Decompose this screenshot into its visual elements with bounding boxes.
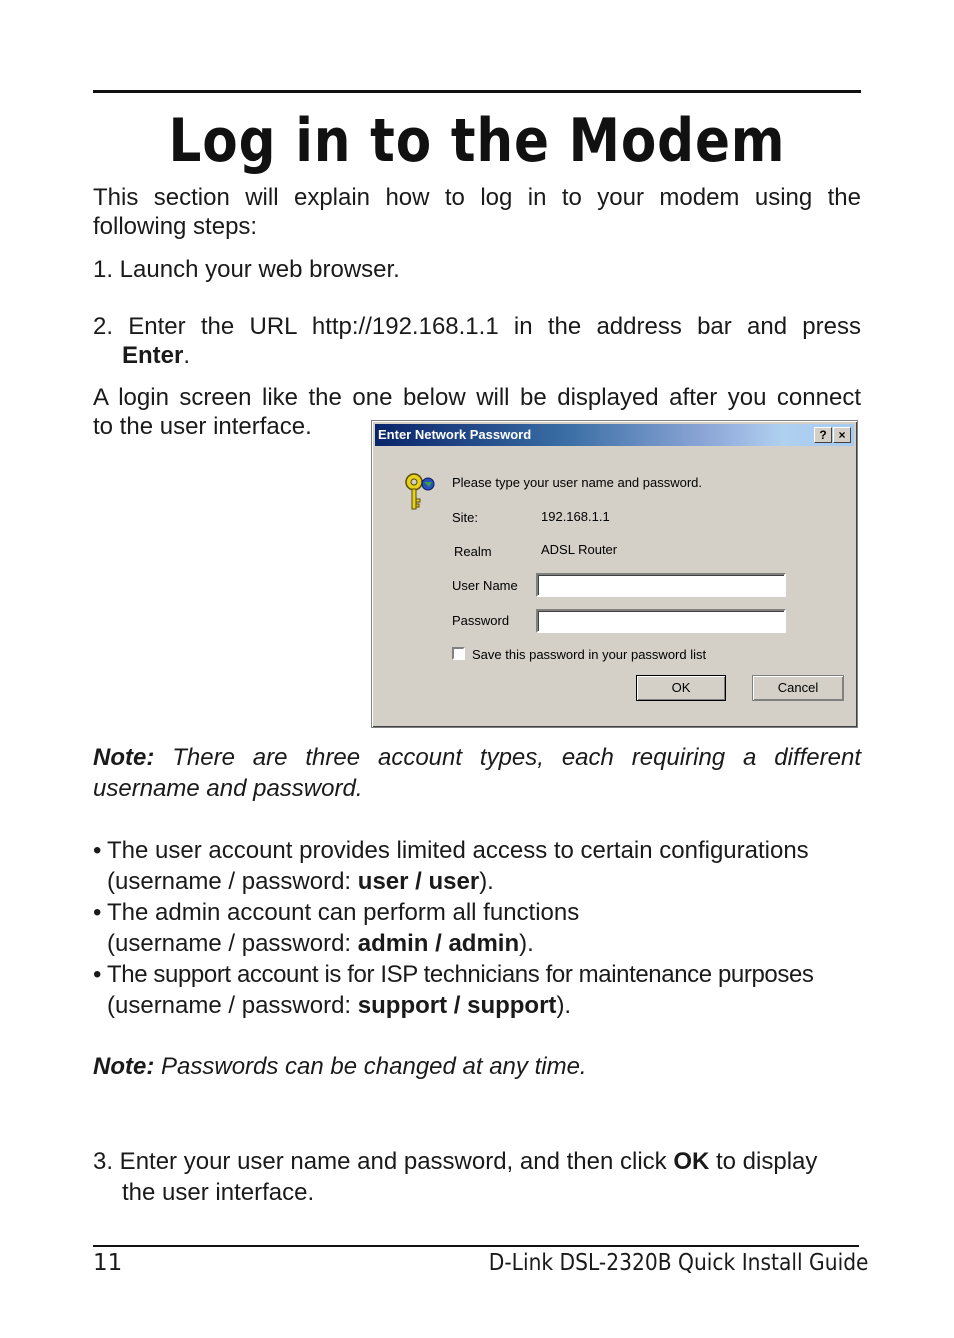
bullet-support-cred	[107, 990, 861, 1021]
note-1-text: There are three account types, each requiring a different	[172, 744, 861, 771]
close-button[interactable]: ×	[833, 427, 851, 443]
note-1	[93, 742, 861, 804]
step-2	[93, 312, 861, 370]
user-credentials: user / user	[357, 868, 480, 895]
bullet-dot: •	[93, 899, 102, 926]
username-label: User Name	[452, 578, 518, 593]
step-3-line-2: the user interface.	[122, 1179, 315, 1206]
dialog-prompt: Please type your user name and password.	[452, 475, 703, 490]
page-number: 11	[93, 1250, 123, 1276]
step-3-line-1	[93, 1146, 861, 1177]
help-button[interactable]: ?	[814, 427, 832, 443]
enter-key-text: Enter	[122, 342, 184, 369]
footer-title: D-Link DSL-2320B Quick Install Guide	[488, 1250, 868, 1276]
step-3-pre: 3. Enter your user name and password, and then click	[93, 1148, 674, 1175]
dialog-title: Enter Network Password	[378, 427, 532, 442]
cred-suffix: ).	[519, 930, 534, 957]
network-password-dialog	[371, 420, 858, 728]
site-value: 192.168.1.1	[541, 509, 610, 524]
bullet-dot: •	[93, 837, 102, 864]
username-field[interactable]	[536, 573, 786, 597]
top-rule	[93, 90, 861, 93]
note-1-line-1	[93, 742, 861, 773]
bullet-admin-line: The admin account can perform all functions	[107, 899, 580, 926]
list-item	[93, 959, 861, 1021]
note-2-text: Passwords can be changed at any time.	[161, 1053, 587, 1080]
bullet-text	[107, 959, 861, 1021]
bullet-text	[107, 897, 861, 959]
admin-credentials: admin / admin	[357, 930, 520, 957]
password-label: Password	[452, 613, 510, 628]
list-item	[93, 897, 861, 959]
list-item	[93, 835, 861, 897]
keys-icon	[402, 471, 438, 513]
note-1-label: Note:	[93, 744, 155, 771]
intro-paragraph	[93, 183, 861, 241]
bullet-support-line: The support account is for ISP technicians for maintenance purposes	[107, 961, 814, 988]
note-1-line-2: username and password.	[93, 775, 363, 802]
note-2	[93, 1052, 861, 1081]
site-label: Site:	[452, 510, 479, 525]
step-2-line-1: 2. Enter the URL http://192.168.1.1 in the address bar and press	[93, 313, 861, 340]
cancel-button[interactable]: Cancel	[752, 675, 844, 701]
bullet-admin-cred	[107, 928, 861, 959]
cred-prefix: (username / password:	[107, 930, 358, 957]
account-list	[93, 835, 861, 1021]
step-3	[93, 1146, 861, 1208]
password-field[interactable]	[536, 609, 786, 633]
save-password-label: Save this password in your password list	[472, 647, 707, 662]
bullet-text	[107, 835, 861, 897]
bullet-user-cred	[107, 866, 861, 897]
save-password-checkbox[interactable]	[452, 647, 465, 660]
step-2-line-2	[93, 341, 861, 370]
cred-prefix: (username / password:	[107, 868, 358, 895]
login-line-2: to the user interface.	[93, 413, 312, 440]
intro-line-2: following steps:	[93, 213, 258, 240]
cred-suffix: ).	[479, 868, 494, 895]
page-title: Log in to the Modem	[168, 106, 786, 176]
footer-rule	[93, 1245, 859, 1247]
step-3-ok: OK	[673, 1148, 710, 1175]
intro-line-1: This section will explain how to log in to your modem using the	[93, 184, 861, 211]
note-2-label: Note:	[93, 1053, 155, 1080]
cred-suffix: ).	[556, 992, 572, 1019]
step-3-post: to display	[709, 1148, 818, 1175]
realm-label: Realm	[454, 544, 492, 559]
bullet-dot: •	[93, 961, 102, 988]
support-credentials: support / support	[357, 992, 557, 1019]
cred-prefix: (username / password:	[107, 992, 358, 1019]
realm-value: ADSL Router	[541, 542, 618, 557]
ok-button[interactable]: OK	[636, 675, 726, 701]
step-1: 1. Launch your web browser.	[93, 256, 400, 283]
step-2-end: .	[183, 342, 191, 369]
dialog-title-bar	[375, 424, 854, 446]
bullet-user-line: The user account provides limited access to certain configurations	[107, 837, 809, 864]
login-line-1: A login screen like the one below will be displayed after you connect	[93, 384, 861, 411]
